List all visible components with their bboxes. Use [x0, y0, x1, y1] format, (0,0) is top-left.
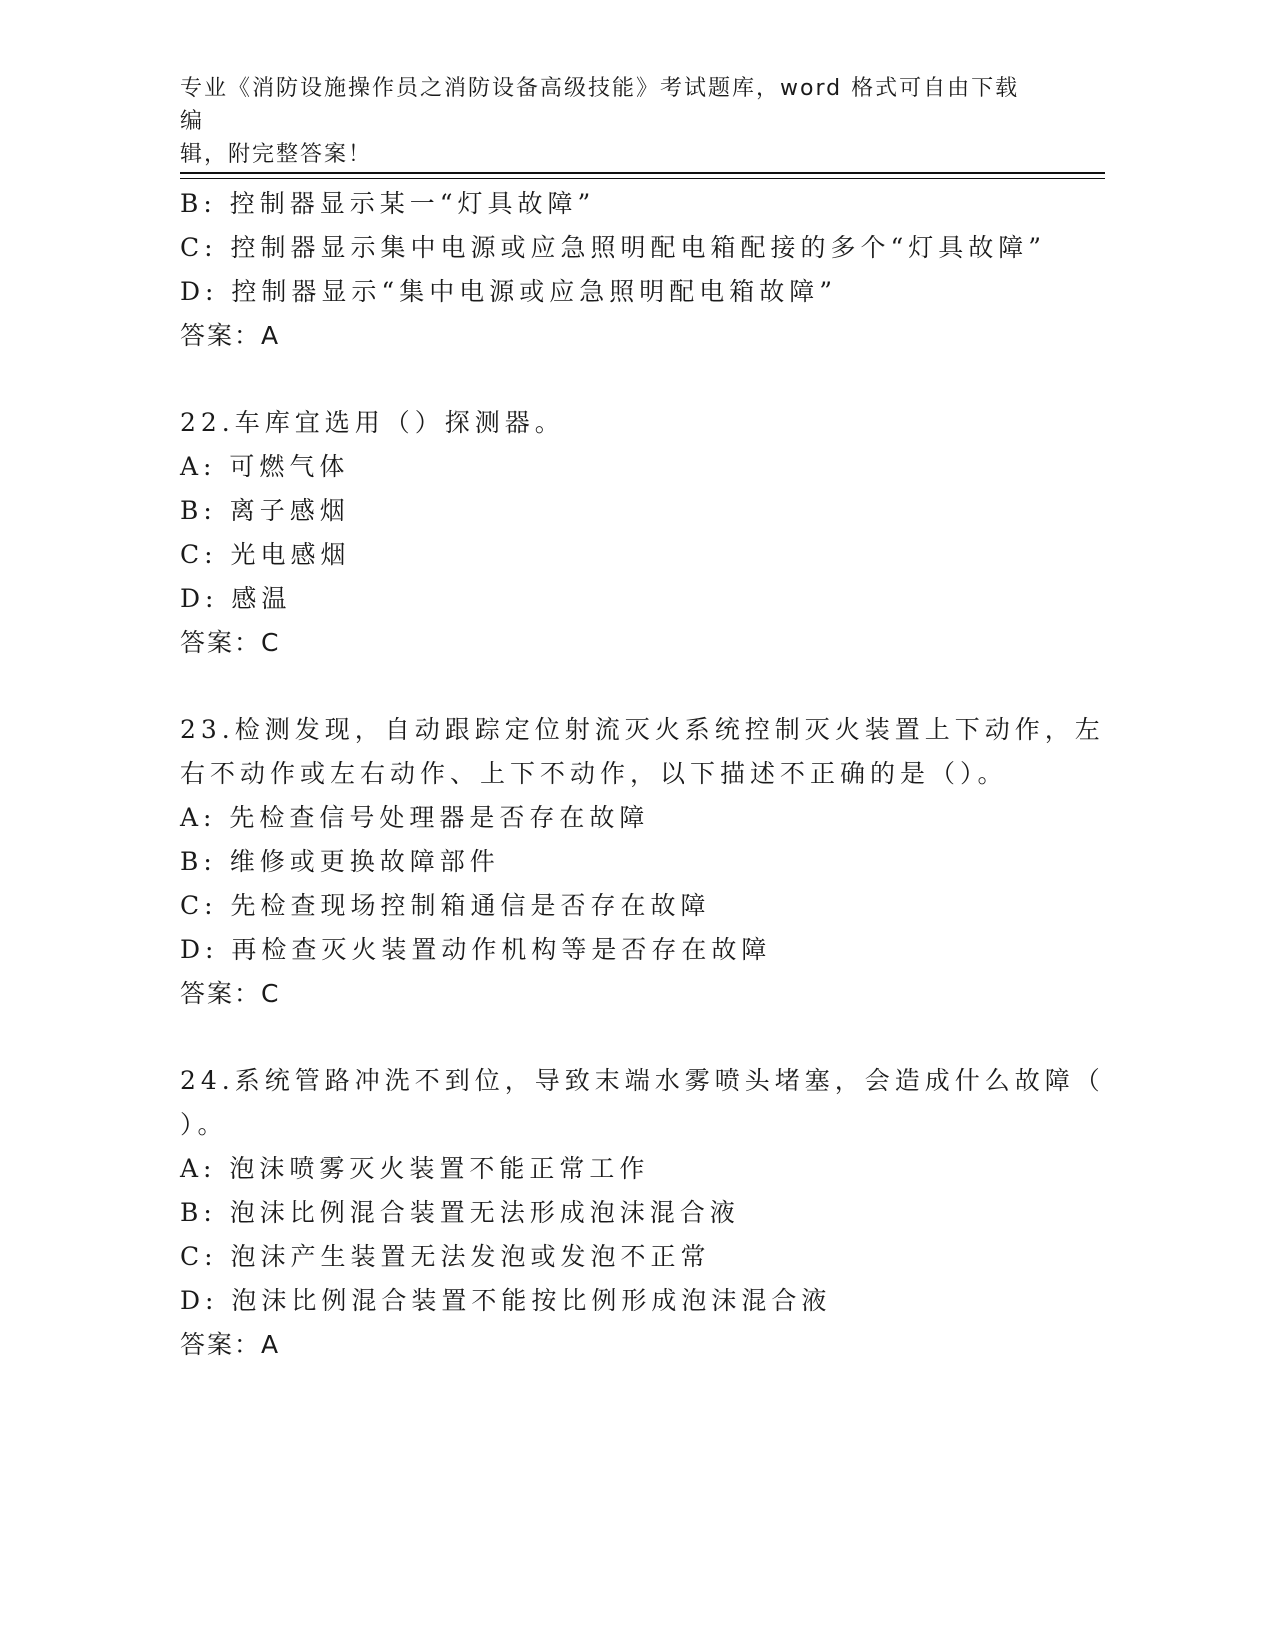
spacer: [180, 358, 1060, 401]
question-stem: 23.检测发现，自动跟踪定位射流灭火系统控制灭火装置上下动作，左: [180, 715, 1105, 744]
question-block-23: [180, 708, 1105, 1016]
header-line-1: 专业《消防设施操作员之消防设备高级技能》考试题库，word 格式可自由下载编: [180, 76, 1020, 134]
question-stem: 22.车库宜选用（）探测器。: [180, 408, 565, 437]
question-stem-continued: ）。: [180, 1110, 228, 1139]
question-block-21-continued: [180, 182, 1060, 358]
option-d: D: 泡沫比例混合装置不能按比例形成泡沫混合液: [180, 1286, 832, 1315]
document-header: [180, 72, 1040, 171]
question-stem: 24.系统管路冲洗不到位，导致末端水雾喷头堵塞，会造成什么故障（: [180, 1066, 1105, 1095]
option-d: D: 控制器显示“集中电源或应急照明配电箱故障”: [180, 277, 837, 306]
option-c: C: 泡沫产生装置无法发泡或发泡不正常: [180, 1242, 711, 1271]
answer-line: 答案：C: [180, 628, 281, 657]
question-stem-continued: 右不动作或左右动作、上下不动作，以下描述不正确的是（）。: [180, 759, 1008, 788]
option-a: A: 泡沫喷雾灭火装置不能正常工作: [180, 1154, 650, 1183]
option-d: D: 再检查灭火装置动作机构等是否存在故障: [180, 935, 772, 964]
answer-line: 答案：A: [180, 1330, 281, 1359]
header-divider-thin: [180, 178, 1105, 179]
option-a: A: 可燃气体: [180, 452, 350, 481]
option-b: B: 离子感烟: [180, 496, 350, 525]
spacer: [180, 1016, 1060, 1059]
option-d: D: 感温: [180, 584, 292, 613]
option-b: B: 维修或更换故障部件: [180, 847, 500, 876]
spacer: [180, 665, 1060, 708]
answer-line: 答案：C: [180, 979, 281, 1008]
header-line-2: 辑，附完整答案！: [180, 142, 373, 167]
option-b: B: 泡沫比例混合装置无法形成泡沫混合液: [180, 1198, 740, 1227]
option-c: C: 控制器显示集中电源或应急照明配电箱配接的多个“灯具故障”: [180, 233, 1047, 262]
option-a: A: 先检查信号处理器是否存在故障: [180, 803, 650, 832]
answer-line: 答案：A: [180, 321, 281, 350]
question-block-22: [180, 401, 1060, 665]
option-c: C: 先检查现场控制箱通信是否存在故障: [180, 891, 711, 920]
question-block-24: [180, 1059, 1105, 1367]
option-b: B: 控制器显示某一“灯具故障”: [180, 189, 596, 218]
question-list: [180, 182, 1105, 1367]
header-divider-thick: [180, 172, 1105, 174]
option-c: C: 光电感烟: [180, 540, 351, 569]
